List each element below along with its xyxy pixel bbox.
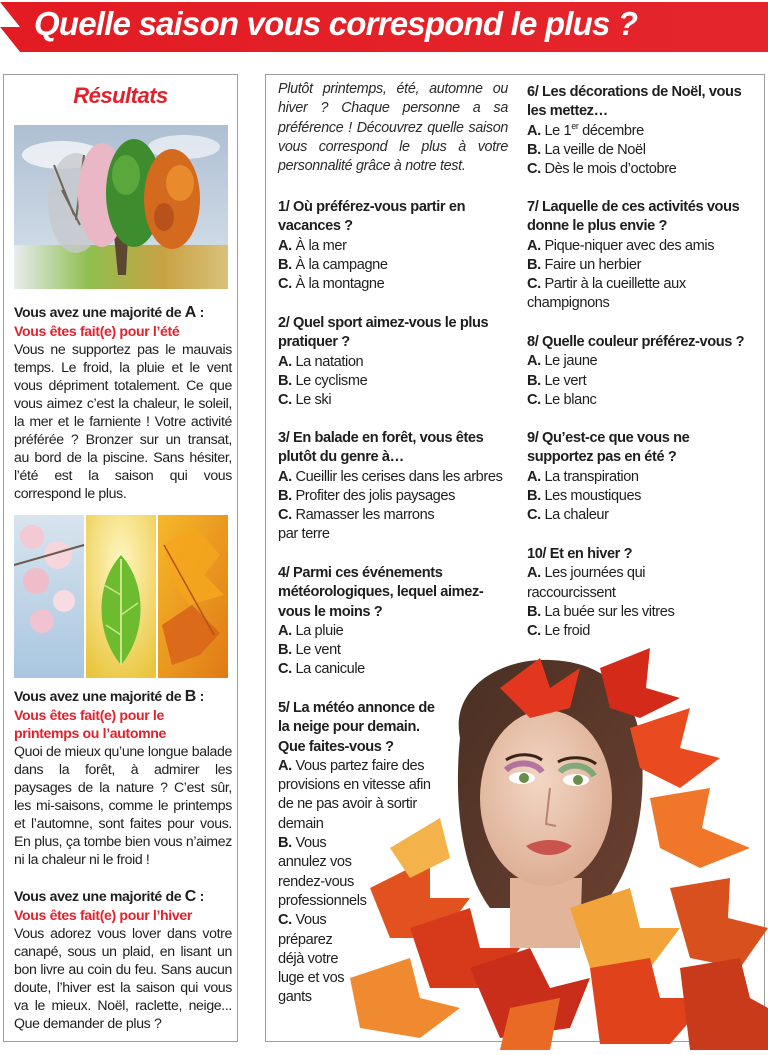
question-9	[527, 429, 727, 525]
question-2-option-b: B. Le cyclisme	[278, 372, 368, 389]
title-banner	[0, 0, 768, 54]
result-b-heading: Vous avez une majorité de B :	[14, 688, 204, 705]
question-1-title: 1/ Où préférez-vous partir en vacances ?	[278, 199, 466, 235]
question-10-option-c: C. Le froid	[527, 623, 590, 640]
question-3-title: 3/ En balade en forêt, vous êtes plutôt du genre à…	[278, 430, 484, 466]
result-a-subtitle: Vous êtes fait(e) pour l’été	[14, 323, 180, 339]
result-b	[14, 687, 232, 868]
question-3-option-c: C. Ramasser les marrons par terre	[278, 507, 435, 543]
question-8-option-c: C. Le blanc	[527, 391, 597, 408]
question-3-option-b: B. Profiter des jolis paysages	[278, 487, 455, 504]
question-7-title: 7/ Laquelle de ces activités vous donne le plus envie ?	[527, 199, 740, 235]
question-9-title: 9/ Qu’est-ce que vous ne supportez pas en été ?	[527, 430, 690, 466]
question-8-title: 8/ Quelle couleur préférez-vous ?	[527, 334, 745, 350]
result-b-body: Quoi de mieux qu’une longue balade dans la forêt, à admirer les paysages de la nature ? C’est sûr, les mi-saisons, comme le printemps et l’automne, sont faites pour vous. En plus, ça tombe bien vous n’aimez ni la chaleur ni le froid !	[14, 743, 232, 867]
seasons-triptych-image	[14, 515, 228, 678]
question-2-title: 2/ Quel sport aimez-vous le plus pratiquer ?	[278, 315, 489, 351]
question-7-option-a: A. Pique-niquer avec des amis	[527, 237, 715, 254]
question-8	[527, 333, 759, 410]
question-2	[278, 314, 498, 410]
autumn-woman-image	[350, 648, 768, 1050]
question-7	[527, 198, 752, 314]
result-c	[14, 887, 232, 1032]
question-7-option-c: C. Partir à la cueillette aux champignons	[527, 276, 686, 312]
question-8-option-a: A. Le jaune	[527, 353, 598, 370]
result-c-heading: Vous avez une majorité de C :	[14, 888, 204, 905]
result-b-subtitle: Vous êtes fait(e) pour le printemps ou l’automne	[14, 707, 167, 741]
question-4-title: 4/ Parmi ces événements météorologiques, lequel aimez-vous le moins ?	[278, 565, 484, 620]
question-6-option-c: C. Dès le mois d’octobre	[527, 161, 677, 178]
question-6-title: 6/ Les décorations de Noël, vous les mettez…	[527, 84, 742, 120]
page-title: Quelle saison vous correspond le plus ?	[34, 5, 638, 42]
question-7-option-b: B. Faire un herbier	[527, 256, 642, 273]
question-5-title: 5/ La météo annonce de la neige pour demain. Que faites-vous ?	[278, 700, 435, 755]
result-a-body: Vous ne supportez pas le mauvais temps. Le froid, la pluie et le vent vous dépriment totalement. Ce que vous aimez c’est la chaleur, le soleil, la mer et le farniente ! Votre activité préférée ? Bronzer sur un transat, au bord de la piscine. Sans hésiter, l’été est la saison qui vous correspond le plus.	[14, 341, 232, 501]
question-1-option-b: B. À la campagne	[278, 256, 388, 273]
quiz-intro: Plutôt printemps, été, automne ou hiver ? Chaque personne a sa préférence ! Découvrez quelle saison vous correspond le plus à votre personnalité grâce à notre test.	[278, 81, 508, 175]
question-10-title: 10/ Et en hiver ?	[527, 546, 633, 562]
four-seasons-tree-image	[14, 125, 228, 289]
question-5-option-b: B. Vous annulez vos rendez-vous professionnels	[278, 835, 367, 909]
result-c-subtitle: Vous êtes fait(e) pour l’hiver	[14, 907, 192, 923]
question-8-option-b: B. Le vert	[527, 372, 587, 389]
question-1-option-a: A. À la mer	[278, 237, 347, 254]
question-4-option-b: B. Le vent	[278, 642, 341, 659]
question-10-option-a: A. Les journées qui raccourcissent	[527, 565, 646, 601]
question-5-option-c: C. Vous préparez déjà votre luge et vos gants	[278, 912, 345, 1006]
question-2-option-a: A. La natation	[278, 353, 364, 370]
question-9-option-a: A. La transpiration	[527, 468, 639, 485]
question-4-option-c: C. La canicule	[278, 661, 365, 678]
question-3	[278, 429, 508, 545]
question-1	[278, 198, 510, 294]
question-10	[527, 545, 687, 641]
question-2-option-c: C. Le ski	[278, 392, 332, 409]
question-9-option-b: B. Les moustiques	[527, 487, 642, 504]
result-a-heading: Vous avez une majorité de A :	[14, 304, 204, 321]
results-panel	[3, 74, 238, 1042]
question-5-option-a: A. Vous partez faire des provisions en vitesse afin de ne pas avoir à sortir demain	[278, 757, 431, 832]
question-3-option-a: A. Cueillir les cerises dans les arbres	[278, 468, 503, 485]
question-6-option-a: A. Le 1er décembre	[527, 120, 644, 139]
question-10-option-b: B. La buée sur les vitres	[527, 603, 675, 620]
question-6	[527, 83, 752, 179]
question-1-option-c: C. À la montagne	[278, 276, 385, 293]
results-heading: Résultats	[73, 83, 168, 108]
question-6-option-b: B. La veille de Noël	[527, 141, 646, 158]
result-a	[14, 303, 232, 502]
result-c-body: Vous adorez vous lover dans votre canapé, sous un plaid, en lisant un bon livre au coin du feu. Sans aucun doute, l’hiver est la saison qui vous va le mieux. Noël, raclette, neige... Que demander de plus ?	[14, 925, 232, 1031]
question-9-option-c: C. La chaleur	[527, 507, 609, 524]
question-4-option-a: A. La pluie	[278, 622, 344, 639]
